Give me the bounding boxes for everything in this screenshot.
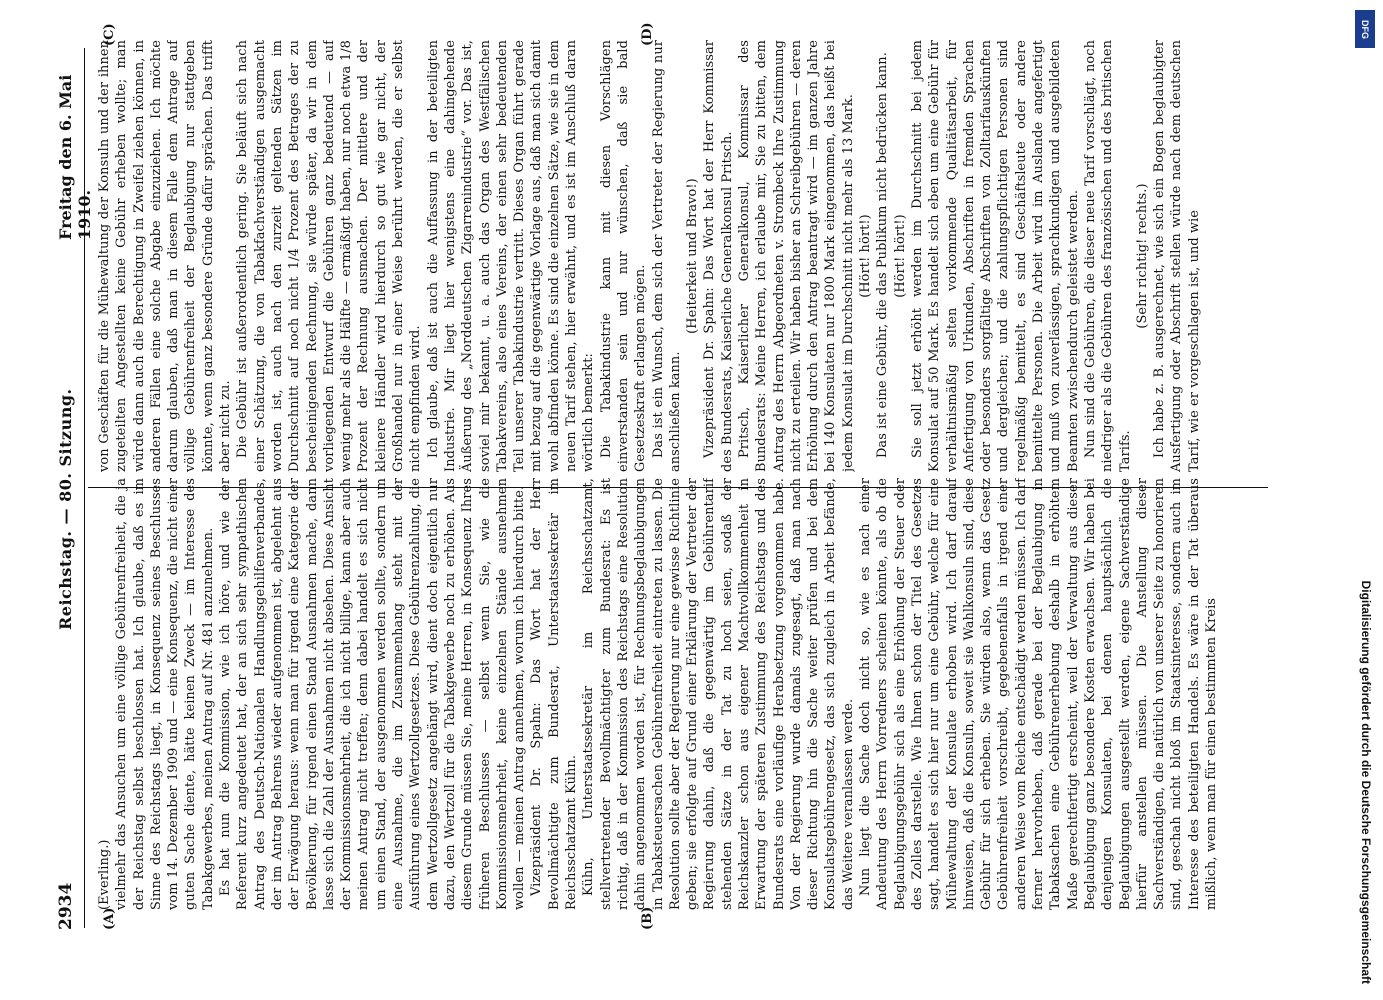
- paragraph: Ich habe z. B. ausgerechnet, wie sich ein Bogen beglaubigter Ausfertigung oder Abschrift stellen würde nach dem deutschen Tarif, wie er vorgeschlagen ist, und wie: [1152, 40, 1202, 472]
- running-head: [56, 50, 94, 930]
- paragraph: (Hört! hört!): [892, 214, 908, 298]
- paragraph: Ich glaube, daß ist auch die Auffassung in der beteiligten Industrie. Mir liegt hier wenigstens eine dahingehende Äußerung des „Norddeutschen Zigarrenindustrie“ vor. Das ist, soviel mir bekannt, u. a. auch das Organ des Westfälischen Tabakvereins, also eines Vereins, der einen sehr bedeutenden Teil unserer Tabakindustrie vertritt. Dieses Organ führt gerade mit bezug auf die gegenwärtige Vorlage aus, daß man sich damit wohl abfinden könne. Es sind die einzelnen Sätze, wie sie in dem neuen Tarif stehen, hier erwähnt, und es ist im Anschluß daran wörtlich bemerkt:: [425, 40, 597, 472]
- right-column: [96, 40, 1278, 472]
- paragraph: (Sehr richtig! rechts.): [1134, 183, 1150, 329]
- paragraph: Das ist eine Gebühr, die das Publikum nicht bedrücken kann.: [875, 52, 891, 458]
- section-title: Reichstag. — 80. Sitzung.: [56, 388, 75, 630]
- paragraph: Nun sind die Gebühren, die dieser neue Tarif vorschlägt, noch niedriger als die Gebühren des französischen und des britischen Tarifs.: [1082, 40, 1133, 472]
- paragraph: (Heiterkeit und Bravo!): [685, 178, 701, 334]
- paragraph: Sie soll jetzt erhöht werden im Durchschnitt bei jedem Konsulat auf 50 Mark. Es handelt sich eben um eine Gebühr für verhältnismäßig selten vorkommende Qualitätsarbeit, für Anfertigung von Urkunden, Abschriften in fremden Sprachen oder besonders sorgfältige Abschriften von Zolltarifauskünften und dergleichen; und die zahlungspflichtigen Personen sind regelmäßig bemittelt, es sind Geschäftsleute oder andere bemittelte Personen. Die Arbeit wird im Auslande angefertigt und muß von zuverlässigen, sprachkundigen und ausgebildeten Beamten zwischendurch geleistet werden.: [909, 40, 1081, 472]
- page-number: 2934: [56, 882, 76, 930]
- paragraph: Pritsch, Kaiserlicher Generalkonsul, Kommissar des Bundesrats: Meine Herren, ich erlaube mir, Sie zu bitten, dem Antrag des Herrn Abgeordneten v. Strombeck Ihre Zustimmung nicht zu erteilen. Wir haben bisher an Schreibgebühren — deren Erhöhung durch den Antrag beantragt wird — im ganzen Jahre bei 140 Konsulaten nur 1800 Mark eingenommen, das heißt bei jedem Konsulat im Durchschnitt nicht mehr als 13 Mark.: [736, 40, 856, 472]
- paragraph: Die Gebühr ist außerordentlich gering. Sie beläuft sich nach einer Schätzung, die von Tabakfachverständigen ausgemacht worden ist, auch nach den zurzeit geltenden Sätzen im Durchschnitt auf noch nicht 1/4 Prozent des Betrages der zu bescheinigenden Rechnung, sie würde später, da wir in dem vorliegenden Entwurf die Gebühren ganz bedeutend — auf wenig mehr als die Hälfte — ermäßigt haben, nur noch etwa 1/8 Prozent der Rechnung ausmachen. Der mittlere und der kleinere Händler wird hierdurch so gut wie gar nicht, der Großhandel nur in einer Weise berührt werden, die er selbst nicht empfinden wird.: [235, 40, 424, 472]
- left-column: [96, 478, 1278, 910]
- paragraph: Das ist ein Wunsch, dem sich der Vertreter der Regierung nur anschließen kann.: [650, 40, 683, 472]
- paragraph: von Geschäften für die Mühewaltung der Konsuln und der ihnen zugeteilten Angestellten keine Gebühr erheben wollte; man würde dann auch die Berechtigung in Zweifel ziehen können, in anderen Fällen eine solche Abgabe einzuziehen. Ich möchte darum glauben, daß man in diesem Falle dem Antrage auf völlige Gebührenfreiheit der Beglaubigung nur stattgeben könnte, wenn ganz besondere Gründe dafür sprächen. Das trifft aber nicht zu.: [97, 40, 234, 472]
- margin-marker-a: (A): [102, 907, 117, 930]
- paragraph: Nun liegt die Sache doch nicht so, wie es nach einer Andeutung des Herrn Vorredners scheinen könnte, als ob die Beglaubigungsgebühr sich als eine Erhöhung der Steuer oder des Zolles darstelle. Wie Ihnen schon der Titel des Gesetzes sagt, handelt es sich hier nur um eine Gebühr, welche für eine Mühewaltung der Konsulate erhoben wird. Ich darf darauf hinweisen, daß die Konsuln, soweit sie Wahlkonsuln sind, diese Gebühr für sich erheben. Sie würden also, wenn das Gesetz Gebührenfreiheit vorschreibt, gegebenenfalls in irgend einer anderen Weise vom Reiche entschädigt werden müssen. Ich darf ferner hervorheben, daß gerade bei der Beglaubigung in Tabaksachen eine Gebührenerhebung deshalb in erhöhtem Maße gerechtfertigt erscheint, weil der Verwaltung aus dieser Beglaubigung ganz besondere Kosten erwachsen. Wir haben bei denjenigen Konsulaten, bei denen hauptsächlich die Beglaubigungen ausgestellt werden, eigene Sachverständige hierfür anstellen müssen. Die Anstellung dieser Sachverständigen, die natürlich von unserer Seite zu honorieren sind, geschah nicht bloß im Staatsinteresse, sondern auch im Interesse des beteiligten Handels. Es wäre in der Tat überaus mißlich, wenn man für einen bestimmten Kreis: [858, 478, 1219, 910]
- margin-marker-d: (D): [640, 22, 655, 46]
- date-line: Freitag den 6. Mai 1910.: [56, 74, 94, 240]
- paragraph: Vizepräsident Dr. Spahn: Das Wort hat der Herr Kommissar des Bundesrats, Kaiserliche Generalkonsul Pritsch.: [702, 40, 735, 472]
- credit-text: Digitalisierung gefördert durch die Deutsche Forschungsgemeinschaft: [1359, 580, 1373, 984]
- paragraph: Vizepräsident Dr. Spahn: Das Wort hat der Herr Bevollmächtigte zum Bundesrat, Unterstaatssekretär im Reichsschatzamt Kühn.: [529, 478, 580, 910]
- paragraph: (Hört! hört!): [858, 214, 874, 298]
- dfg-logo: DFG: [1355, 10, 1375, 48]
- digitization-credit: [1345, 4, 1375, 994]
- margin-marker-c: (C): [102, 23, 117, 46]
- column-divider: [88, 487, 1268, 488]
- paragraph: Die Tabakindustrie kann mit diesen Vorschlägen einverstanden sein und nur wünschen, daß sie bald Gesetzeskraft erlangen mögen.: [598, 40, 649, 472]
- paragraph: Kühn, Unterstaatssekretär im Reichsschatzamt, stellvertretender Bevollmächtigter zum Bundesrat: Es ist richtig, daß in der Kommission des Reichstags eine Resolution dahin angenommen worden ist, für Rechnungsbeglaubigungen in Tabaksteuersachen Gebührenfreiheit eintreten zu lassen. Die Resolution sollte aber der Regierung nur eine gewisse Richtlinie geben; sie erfolgte auf Grund einer Erklärung der Vertreter der Regierung dahin, daß die gegenwärtig im Gebührentarif stehenden Sätze in der Tat zu hoch seien, sodaß der Reichskanzler schon aus eigener Machtvollkommenheit in Erwartung der späteren Zustimmung des Reichstags und des Bundesrats eine vorläufige Herabsetzung vorgenommen habe. Von der Regierung wurde damals zugesagt, daß man nach dieser Richtung hin die Sache weiter prüfen und bei dem Konsulatsgebührengesetz, das sich zugleich in Arbeit befände, das Weitere veranlassen werde.: [581, 478, 856, 910]
- paragraph: Es hat nun die Kommission, wie ich höre, und wie der Referent kurz angedeutet hat, der an sich sehr sympathischen Antrag des Deutsch-Nationalen Handlungsgehilfenverbandes, der im Antrag Behrens wieder aufgenommen ist, abgelehnt aus der Erwägung heraus: wenn man für irgend eine Kategorie der Bevölkerung, für irgend einen Stand Ausnahmen mache, dann lasse sich die Zahl der Ausnahmen nicht absehen. Diese Ansicht der Kommissionsmehrheit, die ich nicht billige, kann aber auch meinen Antrag nicht treffen; denn dabei handelt es sich nicht um einen Stand, der ausgenommen werden sollte, sondern um eine Ausnahme, die im Zusammenhang steht mit der Ausführung eines Wertzollgesetzes. Diese Gebührenzahlung, die dem Wertzollgesetz angehängt wird, dient doch eigentlich nur dazu, den Wertzoll für die Tabakgewerbe noch zu erhöhen. Aus diesem Grunde müssen Sie, meine Herren, in Konsequenz Ihres früheren Beschlusses — selbst wenn Sie, wie die Kommissionsmehrheit, keine einzelnen Stände ausnehmen wollen — meinen Antrag annehmen, worum ich hierdurch bitte.: [218, 478, 528, 910]
- paragraph: vielmehr das Ansuchen um eine völlige Gebührenfreiheit, die ja der Reichstag selbst beschlossen hat. Ich glaube, daß es im Sinne des Reichstags liegt, in Konsequenz seines Beschlusses vom 14. Dezember 1909 und — eine Konsequenz, die nicht einer guten Sache diente, hätte keinen Zweck — im Interesse des Tabakgewerbes, meinen Antrag auf Nr. 481 anzunehmen.: [114, 478, 216, 910]
- header-rule: [84, 48, 85, 928]
- paragraph: (Everling.): [97, 839, 112, 910]
- margin-marker-b: (B): [640, 906, 655, 930]
